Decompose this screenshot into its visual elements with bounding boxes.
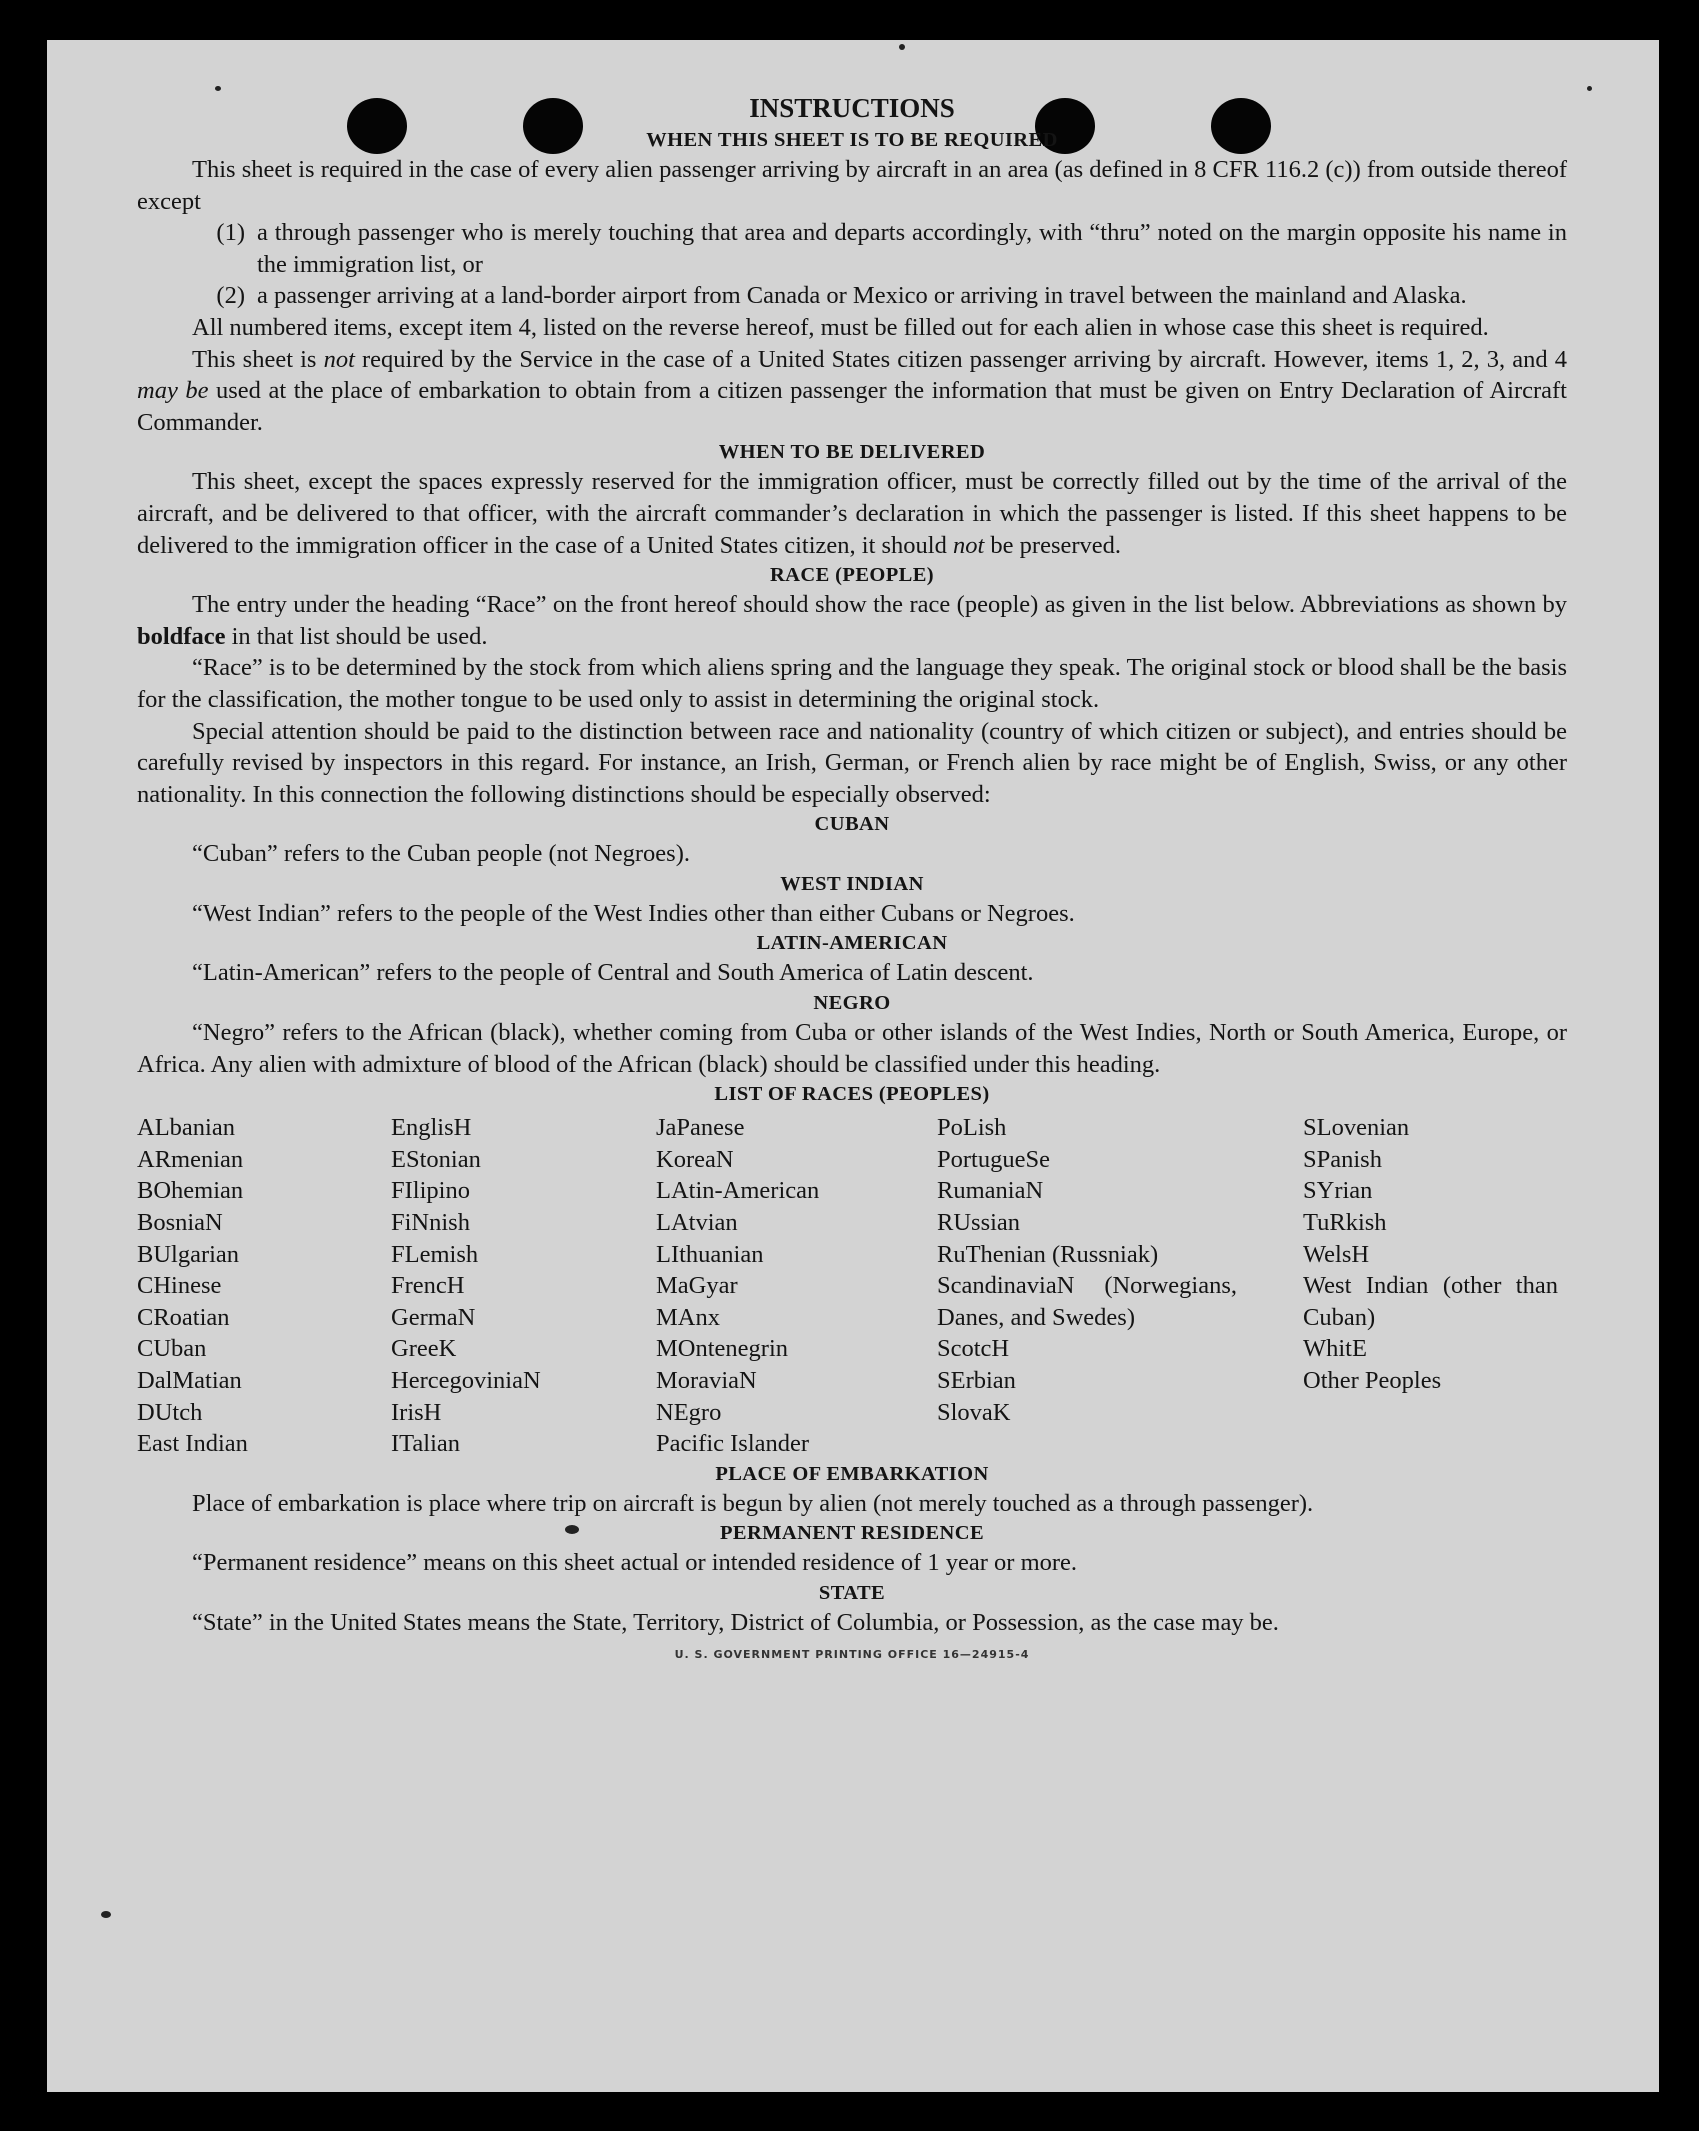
state-definition: “State” in the United States means the State, Territory, District of Columbia, or Possession, as the case may be. (192, 1608, 1279, 1636)
race-column (937, 1112, 1237, 1460)
race-entry: ScotcH (937, 1335, 1010, 1363)
race-entry: DUtch (137, 1398, 203, 1426)
race-entry: GermaN (391, 1303, 476, 1331)
heading-cuban: CUBAN (814, 813, 890, 836)
exception-item (137, 280, 1567, 312)
heading-place-of-embarkation: PLACE OF EMBARKATION (715, 1462, 989, 1485)
race-list (137, 1112, 1567, 1460)
race-entry: MaGyar (656, 1272, 738, 1300)
printing-office-footer: U. S. GOVERNMENT PRINTING OFFICE 16—24915-4 (674, 1647, 1030, 1661)
heading-race: RACE (PEOPLE) (769, 564, 935, 587)
race-entry: FiNnish (391, 1209, 470, 1237)
race-entry: SErbian (937, 1367, 1016, 1394)
heading-permanent-residence: PERMANENT RESIDENCE (719, 1522, 985, 1545)
race-entry: WelsH (1303, 1240, 1370, 1268)
race-entry: CUban (137, 1335, 207, 1363)
race-entry: RumaniaN (937, 1177, 1044, 1205)
race-entry: EnglisH (391, 1114, 472, 1142)
race-entry: MOntenegrin (656, 1335, 788, 1363)
race-entry: FrencH (391, 1272, 465, 1300)
race-entry: Pacific Islander (656, 1430, 810, 1458)
item-number: (1) (216, 219, 245, 247)
race-entry: BOhemian (137, 1177, 244, 1205)
race-entry: GreeK (391, 1335, 457, 1363)
race-entry: NEgro (656, 1398, 722, 1426)
numbered-items-paragraph: All numbered items, except item 4, listed on the reverse hereof, must be filled out for each alien in whose case this sheet is required. (192, 313, 1489, 341)
heading-when-required: WHEN THIS SHEET IS TO BE REQUIRED (646, 129, 1058, 151)
race-entry: RUssian (937, 1209, 1021, 1237)
embarkation-definition: Place of embarkation is place where trip on aircraft is begun by alien (not merely touched as a through passenger). (192, 1489, 1314, 1517)
race-entry: MoraviaN (656, 1367, 757, 1394)
race-entry: ScandinaviaN (Norwegians, Danes, and Swedes) (937, 1272, 1237, 1331)
race-paragraph: Special attention should be paid to the distinction between race and nationality (country of which citizen or subject), and entries should be carefully revised by inspectors in this regard. For instance, an Irish, German, or French alien by race might be of English, Swiss, or any other nationality. In this connection the following distinctions should be especially observed: (137, 717, 1567, 808)
race-paragraph: “Race” is to be determined by the stock from which aliens spring and the language they speak. The original stock or blood shall be the basis for the classification, the mother tongue to be used only to assist in determining the original stock. (137, 654, 1567, 713)
race-entry: WhitE (1303, 1335, 1367, 1363)
race-column (391, 1112, 656, 1460)
race-entry: BosniaN (137, 1209, 223, 1237)
race-entry: LIthuanian (656, 1240, 764, 1268)
race-entry: PortugueSe (937, 1145, 1050, 1173)
race-entry: Other Peoples (1303, 1367, 1442, 1394)
race-entry: East Indian (137, 1430, 248, 1458)
west-indian-definition: “West Indian” refers to the people of the West Indies other than either Cubans or Negroes. (192, 899, 1075, 927)
heading-state: STATE (818, 1581, 886, 1604)
delivered-paragraph: This sheet, except the spaces expressly reserved for the immigration officer, must be correctly filled out by the time of the arrival of the aircraft, and be delivered to that officer, with the aircraft commander’s declaration in which the passenger is listed. If this sheet happens to be delivered to the immigration officer in the case of a United States citizen, it should not be preserved. (137, 468, 1567, 559)
race-entry: IrisH (391, 1398, 442, 1426)
race-entry: FIlipino (391, 1177, 470, 1205)
item-number: (2) (216, 282, 245, 310)
race-entry: ARmenian (137, 1145, 244, 1173)
heading-negro: NEGRO (813, 992, 891, 1015)
race-entry: West Indian (other than Cuban) (1303, 1272, 1558, 1331)
race-paragraph: The entry under the heading “Race” on the front hereof should show the race (people) as given in the list below. Abbreviations as shown by boldface in that list should be used. (137, 591, 1567, 650)
race-entry: KoreaN (656, 1145, 734, 1173)
race-entry: ALbanian (137, 1114, 235, 1142)
residence-definition: “Permanent residence” means on this sheet actual or intended residence of 1 year or more. (192, 1549, 1078, 1577)
latin-american-definition: “Latin-American” refers to the people of Central and South America of Latin descent. (192, 959, 1034, 987)
speck (899, 44, 905, 50)
heading-list-of-races: LIST OF RACES (PEOPLES) (714, 1083, 990, 1106)
race-entry: ITalian (391, 1430, 461, 1458)
race-entry: MAnx (656, 1303, 720, 1331)
race-entry: PoLish (937, 1114, 1007, 1142)
race-entry: SPanish (1303, 1145, 1382, 1173)
race-entry: CRoatian (137, 1303, 230, 1331)
race-entry: LAtvian (656, 1209, 738, 1237)
race-entry: DalMatian (137, 1367, 242, 1394)
cuban-definition: “Cuban” refers to the Cuban people (not Negroes). (192, 840, 690, 868)
race-entry: EStonian (391, 1145, 481, 1173)
race-entry: JaPanese (656, 1114, 745, 1142)
race-entry: TuRkish (1303, 1209, 1387, 1237)
page-title: INSTRUCTIONS (749, 93, 955, 123)
item-text: a through passenger who is merely touching that area and departs accordingly, with “thru” noted on the margin opposite his name in the immigration list, or (257, 219, 1567, 278)
race-entry: BUlgarian (137, 1240, 240, 1268)
race-entry: SLovenian (1303, 1114, 1410, 1142)
race-column (1303, 1112, 1558, 1460)
race-column (656, 1112, 937, 1460)
race-entry: RuThenian (Russniak) (937, 1240, 1159, 1268)
heading-west-indian: WEST INDIAN (780, 872, 924, 895)
required-intro: This sheet is required in the case of every alien passenger arriving by aircraft in an area (as defined in 8 CFR 116.2 (c)) from outside thereof except (137, 156, 1567, 215)
race-column (137, 1112, 391, 1460)
exception-item (137, 217, 1567, 280)
speck (1587, 86, 1592, 91)
race-entry: SYrian (1303, 1177, 1373, 1205)
instructions-text (137, 90, 1567, 1670)
negro-definition: “Negro” refers to the African (black), whether coming from Cuba or other islands of the West Indies, North or South America, Europe, or Africa. Any alien with admixture of blood of the African (black) should be classified under this heading. (137, 1019, 1567, 1078)
heading-when-delivered: WHEN TO BE DELIVERED (718, 441, 986, 464)
item-text: a passenger arriving at a land-border airport from Canada or Mexico or arriving in travel between the mainland and Alaska. (257, 282, 1467, 310)
speck (101, 1911, 111, 1918)
race-entry: CHinese (137, 1272, 222, 1300)
citizen-paragraph: This sheet is not required by the Service in the case of a United States citizen passenger arriving by aircraft. However, items 1, 2, 3, and 4 may be used at the place of embarkation to obtain from a citizen passenger the information that must be given on Entry Declaration of Aircraft Commander. (137, 345, 1567, 436)
race-entry: HercegoviniaN (391, 1367, 541, 1394)
document-page (47, 40, 1659, 2092)
race-entry: SlovaK (937, 1398, 1011, 1426)
race-entry: FLemish (391, 1240, 479, 1268)
heading-latin-american: LATIN-AMERICAN (756, 932, 948, 955)
race-entry: LAtin-American (656, 1177, 820, 1205)
